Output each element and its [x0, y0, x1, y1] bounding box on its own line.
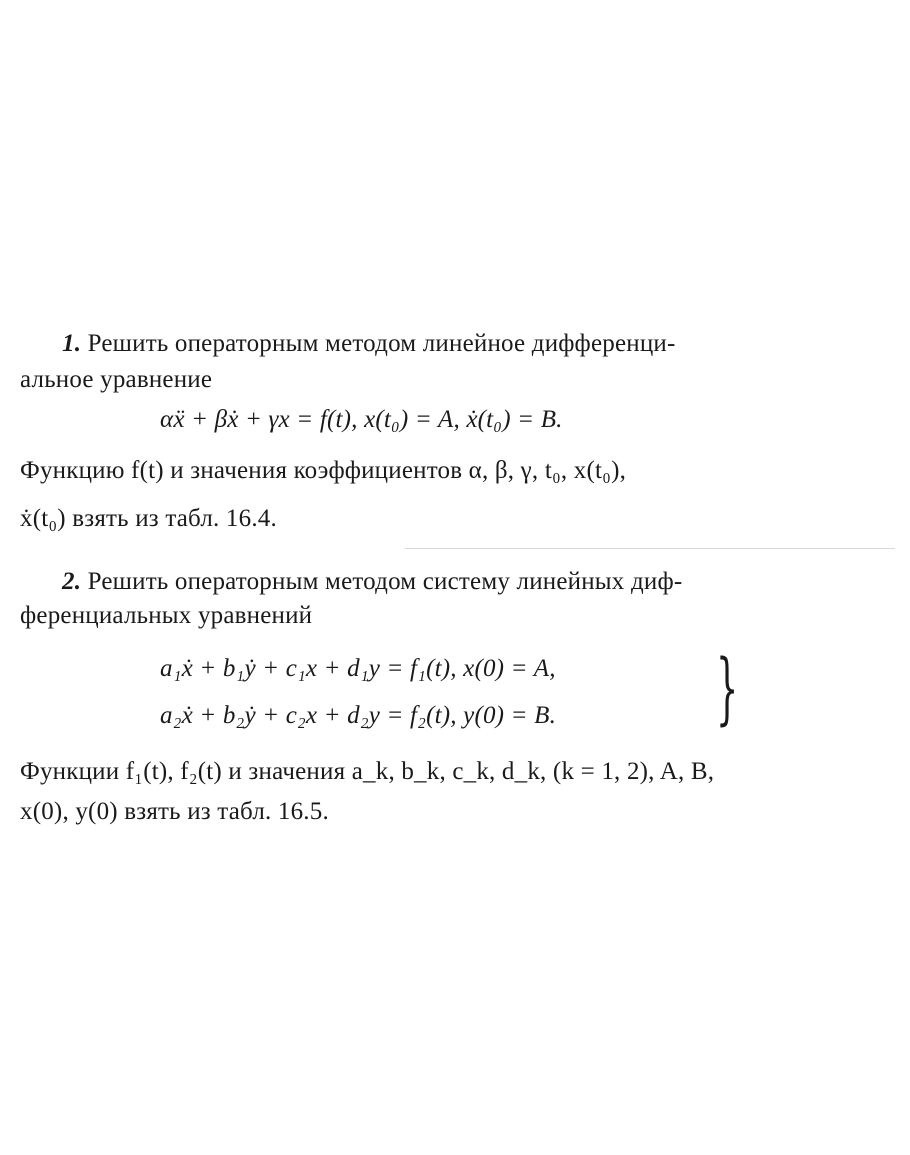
- problem-1-first-line: [62, 330, 676, 358]
- problem-1-text-line-3: Функцию f(t) и значения коэффициентов α, β, γ, t₀, x(t₀),: [20, 457, 627, 484]
- problem-2-text-line-2: ференциальных уравнений: [20, 602, 313, 629]
- problem-1-text-line-1: Решить операторным методом линейное дифференци-: [87, 330, 676, 357]
- problem-2-text-line-1: Решить операторным методом систему линейных диф-: [87, 568, 683, 595]
- problem-2-number: 2.: [62, 568, 82, 595]
- divider-line: [405, 548, 895, 549]
- problem-1-equation: αẍ + βẋ + γx = f(t), x(t₀) = A, ẋ(t₀) = B.: [160, 406, 563, 433]
- problem-2-text-line-3: Функции f₁(t), f₂(t) и значения a_k, b_k, c_k, d_k, (k = 1, 2), A, B,: [20, 758, 715, 785]
- problem-2-equation-2: a₂ẋ + b₂ẏ + c₂x + d₂y = f₂(t), y(0) = B.: [160, 702, 557, 729]
- problem-2-first-line: [62, 568, 682, 596]
- problem-1-text-line-2: альное уравнение: [20, 366, 213, 393]
- problem-1-number: 1.: [62, 330, 82, 357]
- problem-1-text-line-4: ẋ(t₀) взять из табл. 16.4.: [20, 505, 277, 532]
- system-brace: }: [716, 644, 739, 734]
- problem-2-text-line-4: x(0), y(0) взять из табл. 16.5.: [20, 798, 329, 825]
- problem-2-equation-1: a₁ẋ + b₁ẏ + c₁x + d₁y = f₁(t), x(0) = A,: [160, 655, 556, 682]
